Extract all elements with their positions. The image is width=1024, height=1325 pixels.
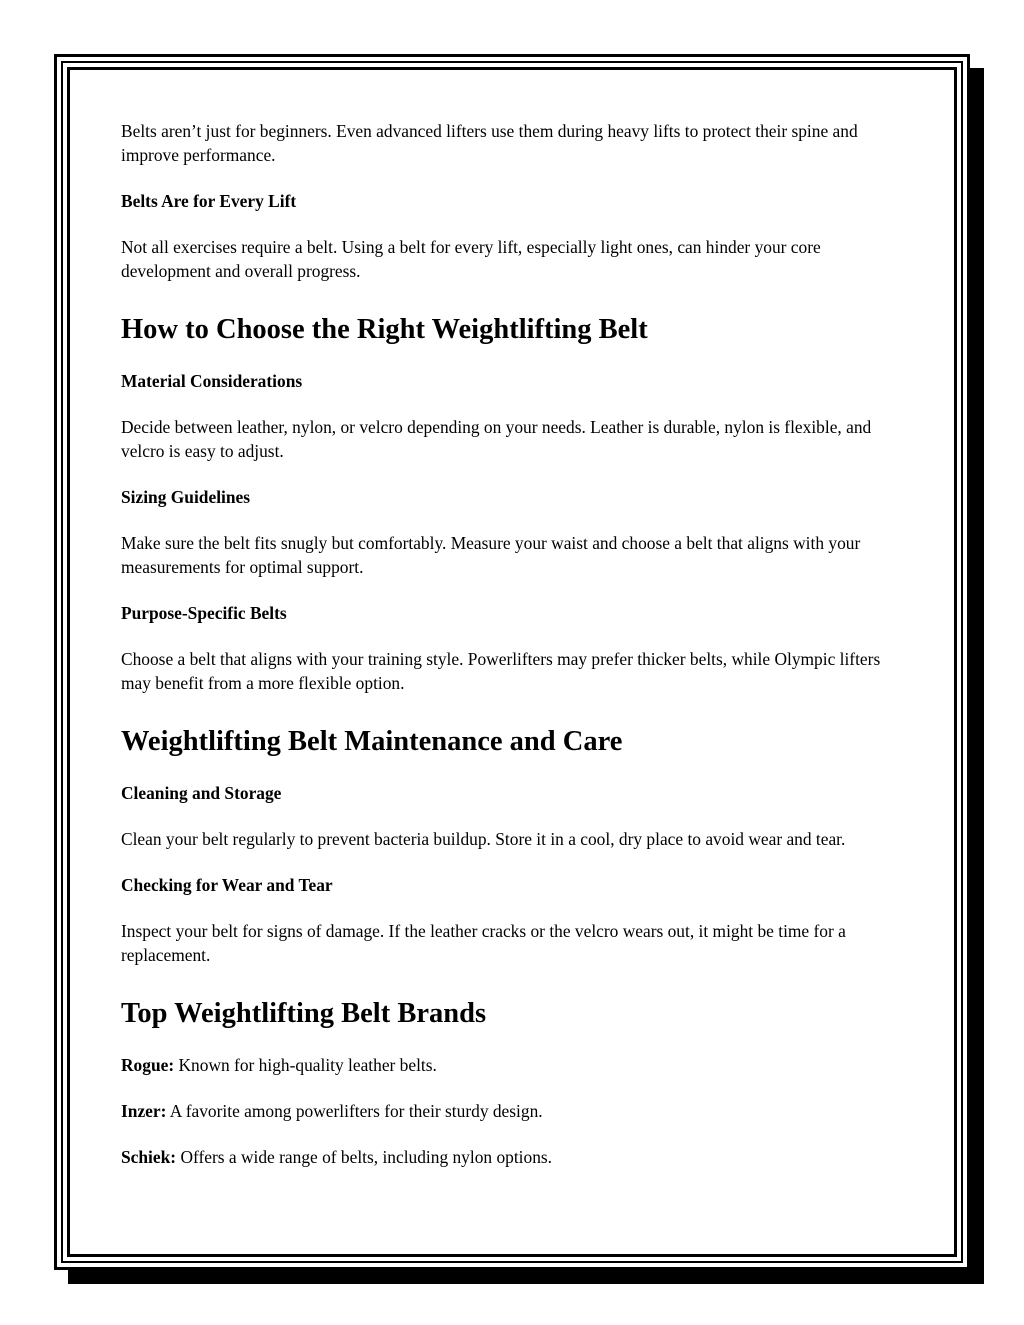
checking-heading: Checking for Wear and Tear — [121, 875, 333, 895]
choose-belt-heading: How to Choose the Right Weightlifting Belt — [121, 314, 648, 345]
brand-item — [121, 1099, 901, 1123]
cleaning-paragraph: Clean your belt regularly to prevent bacteria buildup. Store it in a cool, dry place to avoid wear and tear. — [121, 829, 846, 849]
checking-paragraph: Inspect your belt for signs of damage. If the leather cracks or the velcro wears out, it might be time for a replacement. — [121, 921, 846, 965]
care-heading: Weightlifting Belt Maintenance and Care — [121, 726, 623, 757]
purpose-heading: Purpose-Specific Belts — [121, 603, 287, 623]
cleaning-heading: Cleaning and Storage — [121, 783, 282, 803]
intro-paragraph: Belts aren’t just for beginners. Even advanced lifters use them during heavy lifts to protect their spine and improve performance. — [121, 121, 858, 165]
sizing-paragraph: Make sure the belt fits snugly but comfortably. Measure your waist and choose a belt that aligns with your measurements for optimal support. — [121, 533, 861, 577]
myth-belts-every-lift-heading: Belts Are for Every Lift — [121, 191, 297, 211]
brand-description: A favorite among powerlifters for their sturdy design. — [169, 1101, 543, 1121]
brand-item — [121, 1145, 901, 1169]
brand-description: Offers a wide range of belts, including nylon options. — [180, 1147, 553, 1167]
myth-belts-every-lift-paragraph: Not all exercises require a belt. Using a belt for every lift, especially light ones, can hinder your core development and overall progress. — [121, 237, 821, 281]
material-paragraph: Decide between leather, nylon, or velcro depending on your needs. Leather is durable, nylon is flexible, and velcro is easy to adjust. — [121, 417, 872, 461]
brand-name: Inzer: — [121, 1101, 167, 1121]
brands-heading: Top Weightlifting Belt Brands — [121, 998, 487, 1029]
material-heading: Material Considerations — [121, 371, 303, 391]
brand-name: Rogue: — [121, 1055, 175, 1075]
brand-item — [121, 1053, 901, 1077]
sizing-heading: Sizing Guidelines — [121, 487, 251, 507]
purpose-paragraph: Choose a belt that aligns with your training style. Powerlifters may prefer thicker belts, while Olympic lifters may benefit from a more flexible option. — [121, 649, 881, 693]
brand-description: Known for high-quality leather belts. — [178, 1055, 437, 1075]
brand-name: Schiek: — [121, 1147, 177, 1167]
document-content — [121, 119, 901, 1191]
